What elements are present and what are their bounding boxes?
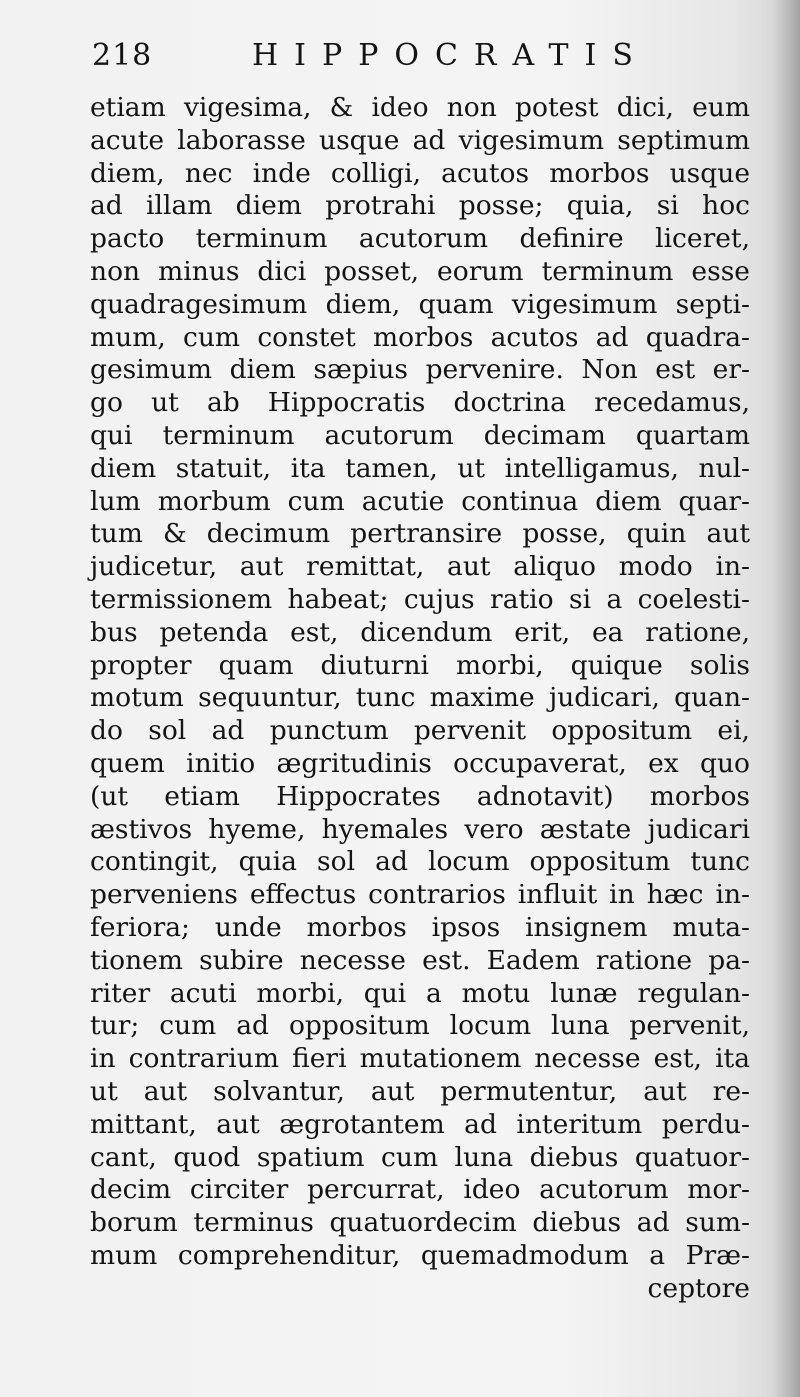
text-line: borum terminus quatuordecim diebus ad sum- <box>90 1207 750 1239</box>
running-head: HIPPOCRATIS <box>252 38 649 73</box>
text-line: bus petenda est, dicendum erit, ea ratione, <box>90 616 750 648</box>
text-line: go ut ab Hippocratis doctrina recedamus, <box>90 387 750 419</box>
text-line: lum morbum cum acutie continua diem quar- <box>90 485 750 517</box>
text-line: æstivos hyeme, hyemales vero æstate judicari <box>90 813 750 845</box>
text-line: qui terminum acutorum decimam quartam <box>90 419 750 451</box>
text-line: diem, nec inde colligi, acutos morbos usque <box>90 157 750 189</box>
text-line: non minus dici posset, eorum terminum esse <box>90 255 750 287</box>
text-line: tionem subire necesse est. Eadem ratione pa- <box>90 944 750 976</box>
text-line: mum, cum constet morbos acutos ad quadra- <box>90 321 750 353</box>
text-line: quem initio ægritudinis occupaverat, ex quo <box>90 747 750 779</box>
text-line: acute laborasse usque ad vigesimum septimum <box>90 124 750 156</box>
text-line: diem statuit, ita tamen, ut intelligamus, nul- <box>90 452 750 484</box>
text-line: ad illam diem protrahi posse; quia, si hoc <box>90 190 750 222</box>
page-number: 218 <box>92 38 153 73</box>
body-text <box>90 92 750 1305</box>
text-line: in contrarium fieri mutationem necesse est, ita <box>90 1043 750 1075</box>
text-line: termissionem habeat; cujus ratio si a coelesti- <box>90 583 750 615</box>
text-line: decim circiter percurrat, ideo acutorum mor- <box>90 1174 750 1206</box>
text-line: motum sequuntur, tunc maxime judicari, quan- <box>90 682 750 714</box>
text-line: feriora; unde morbos ipsos insignem muta- <box>90 911 750 943</box>
text-line: gesimum diem sæpius pervenire. Non est er- <box>90 354 750 386</box>
text-line: tur; cum ad oppositum locum luna pervenit, <box>90 1010 750 1042</box>
text-line: pacto terminum acutorum definire liceret, <box>90 223 750 255</box>
text-line: perveniens effectus contrarios influit in hæc in- <box>90 879 750 911</box>
text-line: (ut etiam Hippocrates adnotavit) morbos <box>90 780 750 812</box>
text-line: judicetur, aut remittat, aut aliquo modo in- <box>90 551 750 583</box>
text-line: do sol ad punctum pervenit oppositum ei, <box>90 715 750 747</box>
text-line: etiam vigesima, & ideo non potest dici, eum <box>90 92 750 123</box>
text-line: contingit, quia sol ad locum oppositum tunc <box>90 846 750 878</box>
text-line: mittant, aut ægrotantem ad interitum perdu- <box>90 1108 750 1140</box>
page-header <box>92 38 752 78</box>
text-line: quadragesimum diem, quam vigesimum septi- <box>90 288 750 320</box>
page-edge-shadow <box>772 0 800 1397</box>
text-line: tum & decimum pertransire posse, quin aut <box>90 518 750 550</box>
text-line: ut aut solvantur, aut permutentur, aut re- <box>90 1075 750 1107</box>
text-line: mum comprehenditur, quemadmodum a Præ- <box>90 1239 750 1271</box>
catchword: ceptore <box>647 1272 750 1304</box>
text-line: propter quam diuturni morbi, quique solis <box>90 649 750 681</box>
text-line: riter acuti morbi, qui a motu lunæ regulan- <box>90 977 750 1009</box>
text-line: cant, quod spatium cum luna diebus quatuor- <box>90 1141 750 1173</box>
